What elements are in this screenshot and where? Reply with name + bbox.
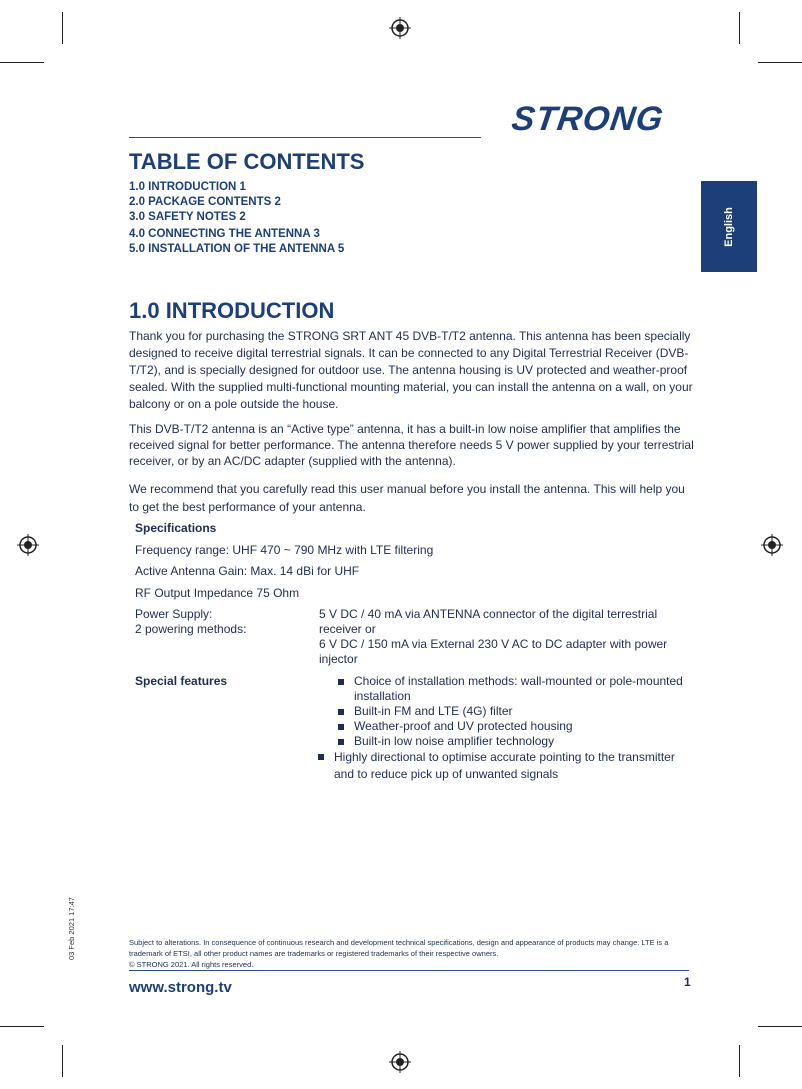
feature-text: Highly directional to optimise accurate pointing to the transmitter and to reduce pick up of unwanted signals: [334, 750, 675, 781]
crop-mark: [739, 1045, 740, 1077]
feature-text: Choice of installation methods: wall-mounted or pole-mounted installation: [354, 674, 683, 703]
power-methods-label: 2 powering methods:: [135, 622, 247, 636]
feature-item: [334, 734, 694, 749]
crop-mark: [758, 62, 802, 63]
language-tab-label: English: [723, 206, 735, 247]
language-tab: [701, 181, 757, 272]
toc-item[interactable]: 1.0 INTRODUCTION 1: [129, 181, 246, 193]
copyright-text: © STRONG 2021. All rights reserved.: [129, 960, 254, 969]
feature-text: Built-in low noise amplifier technology: [354, 734, 555, 748]
toc-item[interactable]: 5.0 INSTALLATION OF THE ANTENNA 5: [129, 243, 345, 255]
power-value: 5 V DC / 40 mA via ANTENNA connector of the digital terrestrial receiver or: [319, 607, 658, 636]
toc-list: [129, 180, 344, 257]
crop-mark: [62, 1045, 63, 1077]
feature-item: [334, 674, 694, 704]
toc-title: TABLE OF CONTENTS: [129, 149, 365, 174]
spec-power-values: [319, 607, 679, 667]
page-number: 1: [684, 975, 691, 989]
crop-mark: [0, 62, 44, 63]
features-label: Special features: [135, 674, 228, 688]
website-link[interactable]: www.strong.tv: [129, 979, 232, 996]
registration-mark-icon: [17, 534, 39, 556]
crop-mark: [62, 12, 63, 44]
crop-mark: [739, 12, 740, 44]
intro-paragraph: This DVB-T/T2 antenna is an “Active type” antenna, it has a built-in low noise amplifier that amplifies the received signal for better performance. The antenna therefore needs 5 V power supplied by your terrestrial receiver, or by an AC/DC adapter (supplied with the antenna).: [129, 422, 694, 468]
footer-rule: [129, 970, 689, 971]
section-title: 1.0 INTRODUCTION: [129, 298, 335, 323]
crop-mark: [758, 1026, 802, 1027]
power-value: 6 V DC / 150 mA via External 230 V AC to DC adapter with power injector: [319, 637, 668, 666]
registration-mark-icon: [761, 534, 783, 556]
spec-power-labels: [135, 607, 246, 637]
registration-mark-icon: [389, 1051, 411, 1073]
intro-paragraph: Thank you for purchasing the STRONG SRT ANT 45 DVB-T/T2 antenna. This antenna has been specially designed to receive digital terrestrial signals. It can be connected to any Digital Terrestrial Receiver (DVB-T/T2), and is specially designed for outdoor use. The antenna housing is UV protected and weather-proof sealed. With the supplied multi-functional mounting material, you can install the antenna on a wall, on your balcony or on a pole outside the house.: [129, 329, 693, 411]
power-label: Power Supply:: [135, 607, 213, 621]
feature-text: Weather-proof and UV protected housing: [354, 719, 573, 733]
specs-heading: Specifications: [135, 521, 217, 535]
features-list: [314, 674, 694, 783]
disclaimer-text: Subject to alterations. In consequence of continuous research and development technical specifications, design and appearance of products may change. LTE is a trademark of ETSI, all other product names are trademarks or registered trademarks of their respective owners.: [129, 938, 669, 958]
feature-item: [334, 704, 694, 719]
strong-logo: STRONG: [509, 100, 667, 138]
intro-paragraph: We recommend that you carefully read this user manual before you install the antenna. This will help you to get the best performance of your antenna.: [129, 482, 685, 514]
toc-item[interactable]: 2.0 PACKAGE CONTENTS 2: [129, 196, 281, 208]
spec-gain: Active Antenna Gain: Max. 14 dBi for UHF: [135, 564, 360, 578]
print-stamp: 03 Feb 2021 17:47: [67, 897, 76, 960]
feature-text: Built-in FM and LTE (4G) filter: [354, 704, 513, 718]
footer-disclaimer: [129, 937, 694, 970]
header-rule: [129, 137, 481, 138]
crop-mark: [0, 1026, 44, 1027]
toc-item[interactable]: 4.0 CONNECTING THE ANTENNA 3: [129, 228, 320, 240]
feature-item: [314, 749, 694, 783]
spec-frequency: Frequency range: UHF 470 ~ 790 MHz with LTE filtering: [135, 543, 434, 557]
registration-mark-icon: [389, 17, 411, 39]
toc-item[interactable]: 3.0 SAFETY NOTES 2: [129, 211, 246, 223]
feature-item: [334, 719, 694, 734]
spec-impedance: RF Output Impedance 75 Ohm: [135, 586, 300, 600]
